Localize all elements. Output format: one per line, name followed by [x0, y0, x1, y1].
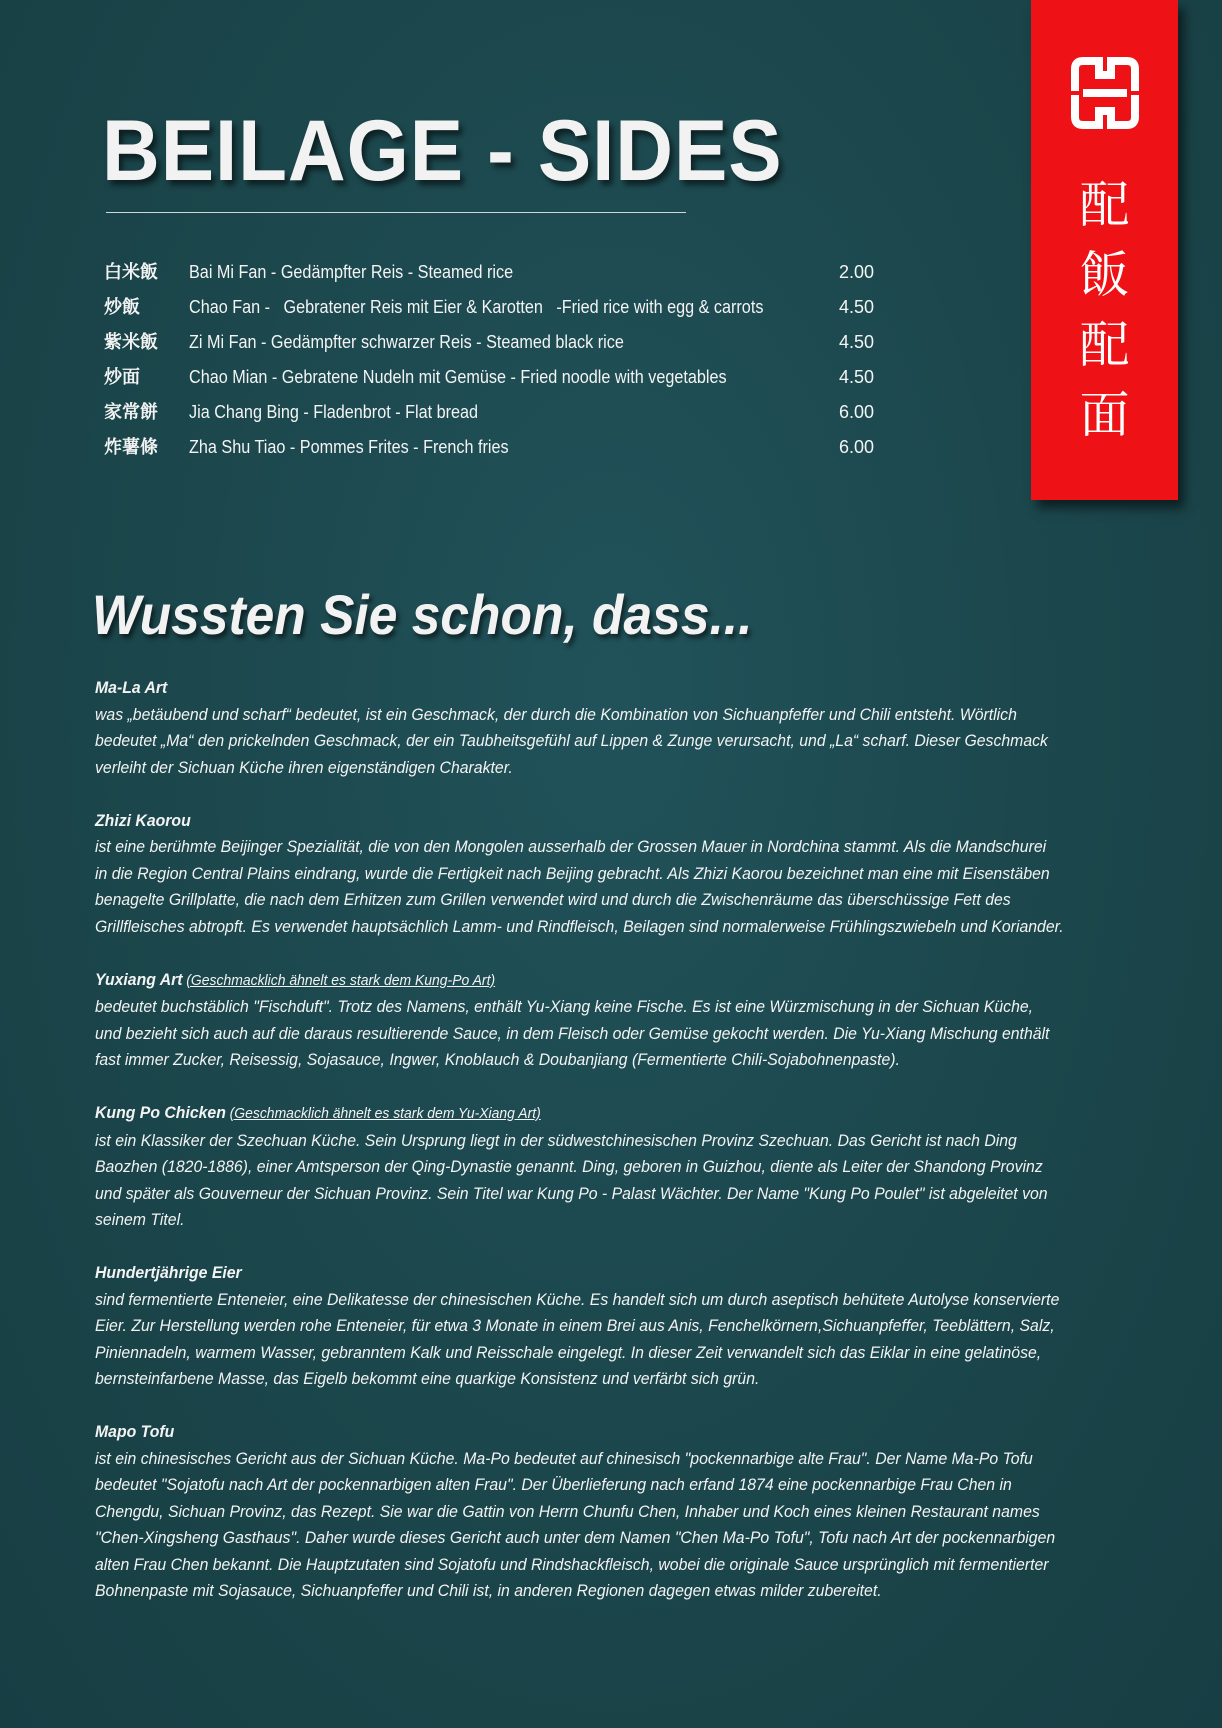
fact-line: benagelte Grillplatte, die nach dem Erhitzen zum Grillen verwendet wird und durch die Zwischenräume das überschüssige Fett des: [95, 890, 1011, 909]
menu-item: [104, 325, 874, 360]
menu-item-chinese-name: 家常餅: [104, 402, 158, 423]
menu-item-name: Chao Fan - Gebratener Reis mit Eier & Karotten -Fried rice with egg & carrots: [189, 297, 764, 317]
fact-line: ist ein Klassiker der Szechuan Küche. Sein Ursprung liegt in der südwestchinesischen Provinz Szechuan. Das Gericht ist nach Ding: [95, 1130, 1017, 1150]
menu-item-chinese-name: 炸薯條: [104, 437, 158, 458]
page-title: BEILAGE - SIDES: [102, 103, 783, 199]
fact-line: Baozhen (1820-1886), einer Amtsperson der Qing-Dynastie genannt. Ding, geboren in Guizhou, diente als Leiter der Shandong Provinz: [95, 1157, 1043, 1176]
fact-line: seinem Titel.: [95, 1210, 185, 1229]
fact-line: bedeutet „Ma“ den prickelnden Geschmack, der ein Taubheitsgefühl auf Lippen & Zunge verursacht, und „La“ scharf. Dieser Geschmack: [95, 731, 1048, 750]
section-title: Wussten Sie schon, dass...: [92, 583, 753, 646]
menu-item-price: 4.50: [838, 367, 874, 387]
menu-item: [104, 395, 874, 430]
menu-item-name: Bai Mi Fan - Gedämpfter Reis - Steamed rice: [189, 262, 514, 282]
title-divider: [106, 212, 686, 213]
menu-item-price: 6.00: [838, 437, 874, 457]
menu-item-name: Zi Mi Fan - Gedämpfter schwarzer Reis - Steamed black rice: [189, 332, 624, 352]
fact-line: ist eine berühmte Beijinger Spezialität, die von den Mongolen ausserhalb der Grossen Mauer in Nordchina stammt. Als die Mandschurei: [95, 837, 1047, 856]
fact-line: "Chen-Xingsheng Gasthaus". Daher wurde dieses Gericht auch unter dem Namen "Chen Ma-Po Tofu", Tofu nach Art der pockennarbigen: [95, 1528, 1056, 1547]
menu-item: [104, 290, 874, 325]
banner-chinese-text: [1031, 170, 1178, 450]
fact-line: Bohnenpaste mit Sojasauce, Sichuanpfeffer und Chili ist, in anderen Regionen dagegen etwas milder zubereitet.: [95, 1581, 882, 1600]
menu-item-name: Zha Shu Tiao - Pommes Frites - French fries: [189, 437, 509, 457]
fact-note: (Geschmacklich ähnelt es stark dem Kung-Po Art): [186, 971, 496, 989]
menu-item-price: 2.00: [838, 262, 874, 282]
fact-line: Eier. Zur Herstellung werden rohe Enteneier, für etwa 3 Monate in einem Brei aus Anis, Fenchelkörnern,Sichuanpfeffer, Teeblättern, Salz,: [95, 1316, 1055, 1335]
fact-heading: Zhizi Kaorou: [95, 810, 191, 830]
menu-item-price: 6.00: [838, 402, 874, 422]
restaurant-logo-icon: [1067, 55, 1143, 131]
menu-item-price: 4.50: [838, 297, 874, 317]
fact-line: bedeutet buchstäblich "Fischduft". Trotz des Namens, enthält Yu-Xiang keine Fische. Es ist eine Würzmischung in der Sichuan Küche,: [95, 997, 1034, 1016]
fact-heading: Hundertjährige Eier: [95, 1263, 242, 1282]
banner-char: 配: [1079, 176, 1130, 234]
facts-section: [95, 675, 1135, 1631]
fact-block: [95, 967, 1135, 1074]
fact-line: und später als Gouverneur der Sichuan Provinz. Sein Titel war Kung Po - Palast Wächter. Der Name "Kung Po Poulet" ist abgeleitet von: [95, 1183, 1048, 1203]
menu-item-chinese-name: 炒飯: [104, 297, 140, 318]
menu-item: [104, 360, 874, 395]
menu-item-chinese-name: 炒面: [104, 367, 140, 388]
fact-line: verleiht der Sichuan Küche ihren eigenständigen Charakter.: [95, 757, 513, 777]
fact-heading: Yuxiang Art: [95, 969, 183, 989]
fact-line: Chengdu, Sichuan Provinz, das Rezept. Sie war die Gattin von Herrn Chunfu Chen, Inhaber und Koch eines kleinen Restaurant names: [95, 1501, 1040, 1521]
fact-line: bernsteinfarbene Masse, das Eigelb bekommt eine quarkige Konsistenz und verfärbt sich grün.: [95, 1369, 760, 1388]
menu-item-name: Chao Mian - Gebratene Nudeln mit Gemüse - Fried noodle with vegetables: [189, 367, 727, 387]
fact-line: fast immer Zucker, Reisessig, Sojasauce, Ingwer, Knoblauch & Doubanjiang (Fermentierte Chili-Sojabohnenpaste).: [95, 1050, 900, 1069]
menu-item-price: 4.50: [838, 332, 874, 352]
fact-line: bedeutet "Sojatofu nach Art der pockennarbigen alten Frau". Der Überlieferung nach erfand 1874 eine pockennarbige Frau Chen in: [95, 1475, 1012, 1494]
fact-block: [95, 1419, 1135, 1605]
fact-block: [95, 1260, 1135, 1393]
banner-char: 面: [1079, 386, 1130, 444]
menu-item: [104, 255, 874, 290]
fact-line: alten Frau Chen bekannt. Die Hauptzutaten sind Sojatofu und Rindshackfleisch, wobei die originale Sauce ursprünglich mit fermentierter: [95, 1554, 1049, 1574]
menu-item-name: Jia Chang Bing - Fladenbrot - Flat bread: [189, 402, 479, 422]
side-banner: [1031, 0, 1178, 500]
banner-char: 飯: [1079, 246, 1130, 304]
sides-menu-list: [104, 255, 874, 465]
menu-item-chinese-name: 紫米飯: [104, 332, 158, 353]
fact-block: [95, 808, 1135, 941]
fact-block: [95, 1100, 1135, 1234]
fact-line: was „betäubend und scharf“ bedeutet, ist ein Geschmack, der durch die Kombination von Sichuanpfeffer und Chili entsteht. Wörtlich: [95, 704, 1017, 724]
fact-note: (Geschmacklich ähnelt es stark dem Yu-Xiang Art): [229, 1105, 541, 1122]
fact-block: [95, 675, 1135, 781]
fact-line: ist ein chinesisches Gericht aus der Sichuan Küche. Ma-Po bedeutet auf chinesisch "pockennarbige alte Frau". Der Name Ma-Po Tofu: [95, 1448, 1033, 1468]
fact-heading: Kung Po Chicken: [95, 1103, 226, 1122]
fact-line: in die Region Central Plains eindrang, wurde die Fertigkeit nach Beijing gebracht. Als Zhizi Kaorou bezeichnet man eine mit Eisenstäben: [95, 863, 1050, 883]
fact-line: Piniennadeln, warmem Wasser, gebranntem Kalk und Reisschale eingelegt. In dieser Zeit verwandelt sich das Eiklar in eine gelatinöse,: [95, 1342, 1042, 1362]
menu-item-chinese-name: 白米飯: [104, 262, 158, 283]
fact-heading: Mapo Tofu: [95, 1422, 175, 1441]
fact-line: sind fermentierte Enteneier, eine Delikatesse der chinesischen Küche. Es handelt sich um durch aseptisch behütete Autolyse konservierte: [95, 1289, 1060, 1309]
banner-char: 配: [1079, 316, 1130, 374]
menu-item: [104, 430, 874, 465]
fact-line: und bezieht sich auch auf die daraus resultierende Sauce, in dem Fleisch oder Gemüse gekocht werden. Die Yu-Xiang Mischung enthält: [95, 1023, 1050, 1043]
fact-heading: Ma-La Art: [95, 678, 168, 697]
fact-line: Grillfleisches abtropft. Es verwendet hauptsächlich Lamm- und Rindfleisch, Beilagen sind normalerweise Frühlingszwiebeln und Koriander.: [95, 916, 1064, 936]
